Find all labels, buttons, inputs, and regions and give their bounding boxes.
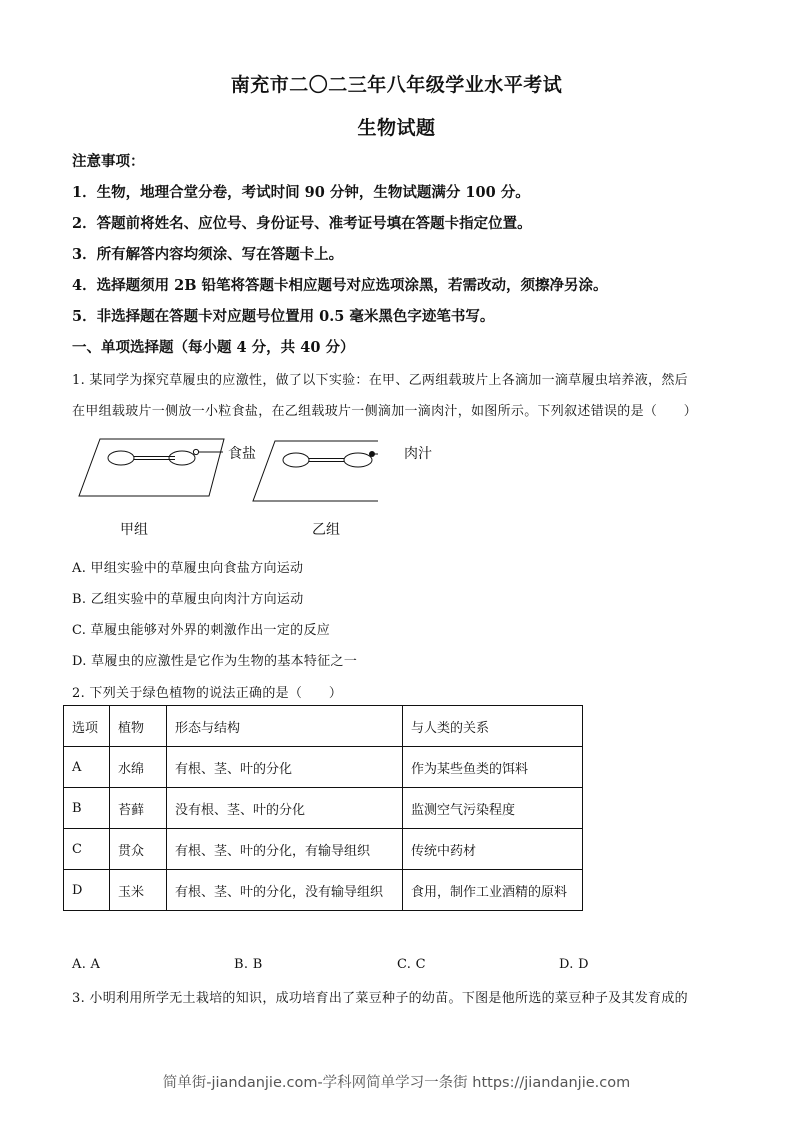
- table-row: [64, 747, 583, 788]
- footer-watermark: 简单街-jiandanjie.com-学科网简单学习一条街 https://jiandanjie.com: [162, 1075, 631, 1091]
- table-cell: 贯众: [110, 829, 167, 870]
- table-cell: 苔藓: [110, 788, 167, 829]
- table-row: [64, 829, 583, 870]
- table-cell: 玉米: [110, 870, 167, 911]
- question-1-option-a: A. 甲组实验中的草履虫向食盐方向运动: [72, 561, 304, 576]
- table-row: [64, 870, 583, 911]
- notice-item: 4．选择题须用 2B 铅笔将答题卡相应题号对应选项涂黑，若需改动，须擦净另涂。: [72, 277, 608, 294]
- table-cell: B: [64, 788, 110, 829]
- table-header: 选项: [64, 706, 110, 747]
- table-cell: 水绵: [110, 747, 167, 788]
- table-cell: 有根、茎、叶的分化，有输导组织: [167, 829, 403, 870]
- table-header: 与人类的关系: [403, 706, 583, 747]
- question-2-option-b: B. B: [234, 957, 263, 972]
- table-cell: 传统中药材: [403, 829, 583, 870]
- question-2-option-d: D. D: [559, 957, 589, 972]
- table-cell: 有根、茎、叶的分化: [167, 747, 403, 788]
- table-header: 形态与结构: [167, 706, 403, 747]
- table-cell: 监测空气污染程度: [403, 788, 583, 829]
- question-2-option-c: C. C: [397, 957, 426, 972]
- question-1-option-d: D. 草履虫的应激性是它作为生物的基本特征之一: [72, 654, 358, 669]
- exam-title: 南充市二〇二三年八年级学业水平考试: [230, 74, 563, 96]
- question-1-stem-line2: 在甲组载玻片一侧放一小粒食盐，在乙组载玻片一侧滴加一滴肉汁，如图所示。下列叙述错误的是（ ）: [72, 404, 698, 419]
- table-cell: 作为某些鱼类的饵料: [403, 747, 583, 788]
- table-header: 植物: [110, 706, 167, 747]
- question-2-stem: 2. 下列关于绿色植物的说法正确的是（ ）: [72, 686, 343, 701]
- table-cell: 没有根、茎、叶的分化: [167, 788, 403, 829]
- section-heading: 一、单项选择题（每小题 4 分，共 40 分）: [72, 339, 355, 356]
- table-cell: 食用，制作工业酒精的原料: [403, 870, 583, 911]
- group-yi-label: 乙组: [312, 522, 340, 538]
- exam-subtitle: 生物试题: [357, 117, 436, 139]
- question-2-option-a: A. A: [72, 957, 101, 972]
- broth-label: 肉汁: [404, 446, 432, 462]
- plants-table: [63, 705, 583, 911]
- table-row: [64, 788, 583, 829]
- notice-item: 2．答题前将姓名、应位号、身份证号、准考证号填在答题卡指定位置。: [72, 215, 532, 232]
- question-1-option-c: C. 草履虫能够对外界的刺激作出一定的反应: [72, 623, 331, 638]
- group-jia-label: 甲组: [120, 522, 148, 538]
- table-cell: C: [64, 829, 110, 870]
- table-cell: 有根、茎、叶的分化，没有输导组织: [167, 870, 403, 911]
- table-cell: A: [64, 747, 110, 788]
- notice-heading: 注意事项：: [72, 153, 145, 170]
- salt-label: 食盐: [228, 446, 256, 462]
- notice-item: 3．所有解答内容均须涂、写在答题卡上。: [72, 246, 344, 263]
- table-header-row: [64, 706, 583, 747]
- question-1-stem-line1: 1. 某同学为探究草履虫的应激性，做了以下实验：在甲、乙两组载玻片上各滴加一滴草履虫培养液，然后: [72, 373, 688, 388]
- notice-item: 1．生物，地理合堂分卷，考试时间 90 分钟，生物试题满分 100 分。: [72, 184, 530, 201]
- table-cell: D: [64, 870, 110, 911]
- question-1-option-b: B. 乙组实验中的草履虫向肉汁方向运动: [72, 592, 304, 607]
- notice-item: 5．非选择题在答题卡对应题号位置用 0.5 毫米黑色字迹笔书写。: [72, 308, 495, 325]
- question-3-stem-line1: 3. 小明利用所学无土栽培的知识，成功培育出了菜豆种子的幼苗。下图是他所选的菜豆种子及其发育成的: [72, 991, 688, 1006]
